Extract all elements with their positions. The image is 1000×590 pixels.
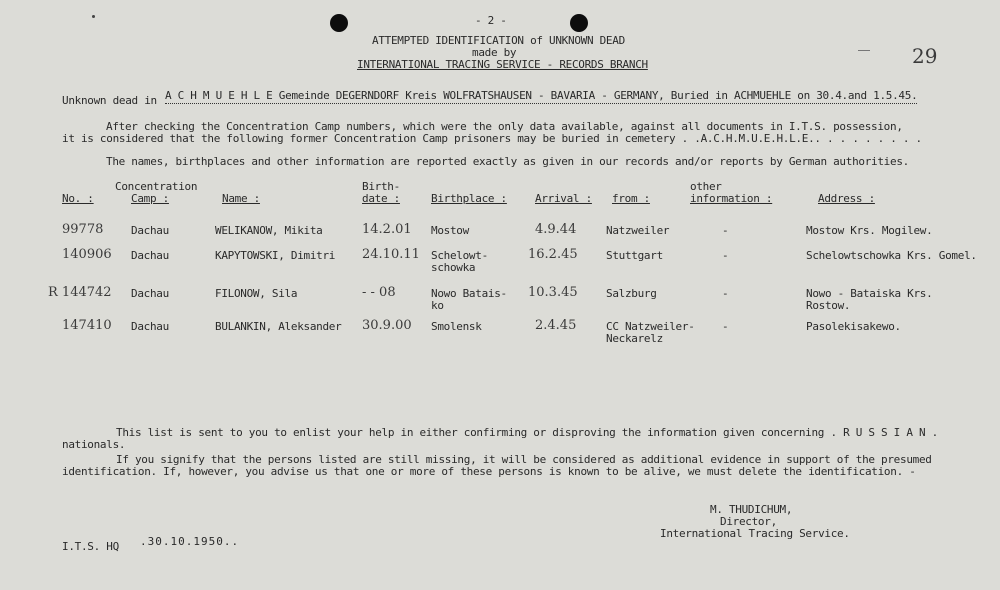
row-name: BULANKIN, Aleksander [215, 320, 342, 333]
footer-hq: I.T.S. HQ [62, 540, 119, 553]
row-arrival: 10.3.45 [528, 285, 578, 300]
row-birthplace-2: ko [431, 299, 444, 312]
header-camp-1: Concentration [115, 180, 198, 193]
signatory-title: Director, [720, 515, 777, 528]
row-birthdate: - - 08 [362, 285, 396, 300]
row-no: 140906 [62, 247, 112, 262]
row-address: Mostow Krs. Mogilew. [806, 224, 933, 237]
burial-location: A C H M U E H L E Gemeinde DEGERNDORF Kreis WOLFRATSHAUSEN - BAVARIA - GERMANY, Buried in ACHMUEHLE on 30.4.and 1.5.45. [165, 89, 918, 102]
row-name: WELIKANOW, Mikita [215, 224, 323, 237]
row-arrival: 2.4.45 [535, 318, 577, 333]
row-from: Natzweiler [606, 224, 670, 237]
punch-hole-left [330, 14, 348, 32]
row-birthplace: Smolensk [431, 320, 482, 333]
row-address-2: Rostow. [806, 299, 851, 312]
row-birthdate: 30.9.00 [362, 318, 412, 333]
speck [92, 15, 95, 18]
row-birthplace: Mostow [431, 224, 469, 237]
margin-dash [858, 50, 870, 51]
row-name: FILONOW, Sila [215, 287, 298, 300]
row-camp: Dachau [131, 287, 169, 300]
header-arrival: Arrival : [535, 192, 592, 205]
made-by: made by [472, 46, 517, 59]
row-camp: Dachau [131, 224, 169, 237]
agency-name: INTERNATIONAL TRACING SERVICE - RECORDS BRANCH [357, 58, 648, 71]
row-from: Salzburg [606, 287, 657, 300]
row-address: Pasolekisakewo. [806, 320, 901, 333]
header-name: Name : [222, 192, 260, 205]
row-no: 99778 [62, 222, 104, 237]
check-line-2: it is considered that the following former Concentration Camp prisoners may be buried in cemetery . .A.C.H.M.U.E.H.L.E.. . . . . . . . . [62, 132, 922, 145]
enlist-line: This list is sent to you to enlist your help in either confirming or disproving the information given concerning . R U S S I A N . [116, 426, 938, 439]
row-other: - [722, 224, 729, 237]
header-birthplace: Birthplace : [431, 192, 507, 205]
row-address: Schelowtschowka Krs. Gomel. [806, 249, 977, 262]
document-title: ATTEMPTED IDENTIFICATION of UNKNOWN DEAD [372, 34, 625, 47]
row-other: - [722, 249, 729, 262]
row-birthplace-1: Nowo Batais- [431, 287, 507, 300]
row-other: - [722, 287, 729, 300]
header-address: Address : [818, 192, 875, 205]
punch-hole-right [570, 14, 588, 32]
row-birthplace-1: Schelowt- [431, 249, 488, 262]
unknown-dead-label: Unknown dead in [62, 94, 157, 107]
header-birth-1: Birth- [362, 180, 400, 193]
row-arrival: 16.2.45 [528, 247, 578, 262]
signify-line-2: identification. If, however, you advise us that one or more of these persons is known to be alive, we must delete the identification. - [62, 465, 916, 478]
header-birth-2: date : [362, 192, 400, 205]
row-from: Stuttgart [606, 249, 663, 262]
names-note: The names, birthplaces and other information are reported exactly as given in our records and/or reports by German authorities. [106, 155, 909, 168]
row-other: - [722, 320, 729, 333]
margin-page-number: 29 [912, 44, 938, 68]
row-arrival: 4.9.44 [535, 222, 577, 237]
header-other-2: information : [690, 192, 773, 205]
row-no: R 144742 [48, 285, 112, 300]
header-camp-2: Camp : [131, 192, 169, 205]
row-name: KAPYTOWSKI, Dimitri [215, 249, 336, 262]
row-birthdate: 14.2.01 [362, 222, 412, 237]
signify-line-1: If you signify that the persons listed are still missing, it will be considered as additional evidence in support of the presumed [116, 453, 932, 466]
row-from-1: CC Natzweiler- [606, 320, 695, 333]
row-from-2: Neckarelz [606, 332, 663, 345]
row-no: 147410 [62, 318, 112, 333]
row-camp: Dachau [131, 249, 169, 262]
signatory-name: M. THUDICHUM, [710, 503, 793, 516]
header-no: No. : [62, 192, 94, 205]
footer-date: .30.10.1950.. [140, 535, 240, 548]
row-birthplace-2: schowka [431, 261, 476, 274]
row-address-1: Nowo - Bataiska Krs. [806, 287, 933, 300]
row-camp: Dachau [131, 320, 169, 333]
header-other-1: other [690, 180, 722, 193]
header-from: from : [612, 192, 650, 205]
signatory-org: International Tracing Service. [660, 527, 850, 540]
check-line-1: After checking the Concentration Camp numbers, which were the only data available, against all documents in I.T.S. possession, [106, 120, 903, 133]
page-number: - 2 - [475, 14, 507, 27]
nationals-word: nationals. [62, 438, 126, 451]
row-birthdate: 24.10.11 [362, 247, 420, 262]
